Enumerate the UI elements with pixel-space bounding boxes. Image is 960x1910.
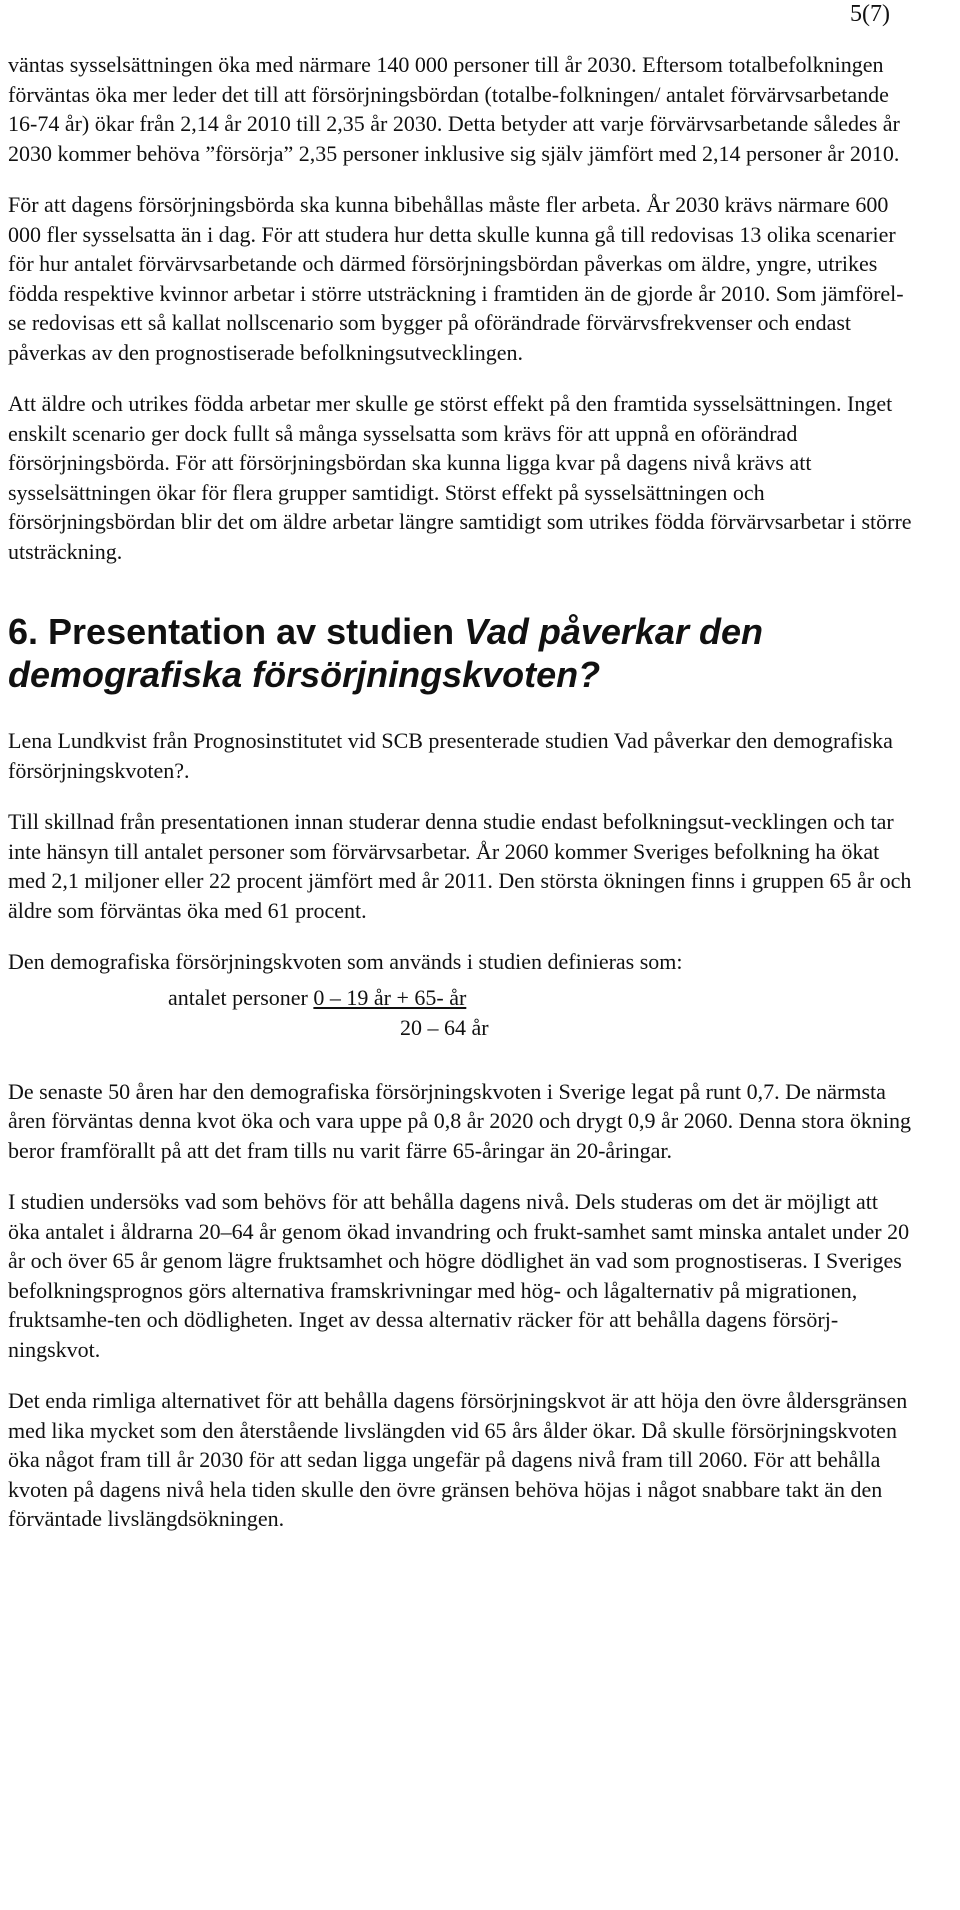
- paragraph-population-growth: Till skillnad från presentationen innan studerar denna studie endast befolkningsut-vecklingen och tar inte hänsyn till antalet personer som förvärvsarbetar. År 2060 kommer Sveriges befolkning ha ökat med 2,1 miljoner eller 22 procent jämfört med år 2011. Den största ökningen finns i gruppen 65 år och äldre som förväntas öka med 61 procent.: [8, 809, 912, 923]
- page-number: 5(7): [850, 1, 890, 27]
- section-heading: [8, 610, 913, 696]
- formula-denominator: 20 – 64 år: [400, 1014, 489, 1040]
- paragraph-presenter: Lena Lundkvist från Prognosinstitutet vid SCB presenterade studien Vad påverkar den demografiska försörjningskvoten?.: [8, 728, 893, 783]
- section-title-prefix: 6. Presentation av studien: [8, 611, 465, 652]
- paragraph-burden-maintenance: För att dagens försörjningsbörda ska kunna bibehållas måste fler arbeta. År 2030 krävs närmare 600 000 fler sysselsatta än i dag. För att studera hur detta skulle kunna gå till redovisas 13 olika scenarier för hur antalet förvärvsarbetande och därmed försörjningsbördan påverkas om äldre, yngre, utrikes födda respektive kvinnor arbetar i större utsträckning i framtiden än de gjorde år 2010. Som jämförel-se redovisas ett så kallat nollscenario som bygger på oförändrade förvärvsfrekvenser och endast påverkas av den prognostiserade befolkningsutvecklingen.: [8, 192, 904, 365]
- section-title-italic: Vad påverkar den demografiska försörjningskvoten?: [8, 611, 763, 695]
- paragraph-ratio-history: De senaste 50 åren har den demografiska försörjningskvoten i Sverige legat på runt 0,7. De närmsta åren förväntas denna kvot öka och vara uppe på 0,8 år 2020 och drygt 0,9 år 2060. Denna stora ökning beror framförallt på att det fram tills nu varit färre 65-åringar än 20-åringar.: [8, 1078, 911, 1163]
- paragraph-study-alternatives: I studien undersöks vad som behövs för att behålla dagens nivå. Dels studeras om det är möjligt att öka antalet i åldrarna 20–64 år genom ökad invandring och frukt-samhet samt minska antalet under 20 år och över 65 år genom lägre fruktsamhet och högre dödlighet än vad som prognostiseras. I Sveriges befolkningsprognos görs alternativa framskrivningar med hög- och lågalternativ på migrationen, fruktsamhe-ten och dödligheten. Inget av dessa alternativ räcker för att behålla dagens försörj-ningskvot.: [8, 1189, 910, 1362]
- section-title: [8, 610, 913, 696]
- paragraph-definition-intro: Den demografiska försörjningskvoten som används i studien definieras som:: [8, 949, 683, 974]
- ratio-formula: [8, 983, 913, 1043]
- formula-numerator-row: [8, 983, 913, 1013]
- document-body: [8, 50, 913, 1534]
- paragraph-scenario-effects: Att äldre och utrikes födda arbetar mer skulle ge störst effekt på den framtida sysselsättningen. Inget enskilt scenario ger dock fullt så många sysselsatta som krävs för att uppnå en oförändrad försörjningsbörda. För att försörjningsbördan ska kunna ligga kvar på dagens nivå krävs att sysselsättningen ökar för flera grupper samtidigt. Störst effekt på sysselsättningen och försörjningsbördan blir det om äldre arbetar längre samtidigt som utrikes födda förvärvsarbetar i större utsträckning.: [8, 391, 912, 564]
- formula-label: antalet personer: [168, 984, 314, 1010]
- paragraph-retirement-age: Det enda rimliga alternativet för att behålla dagens försörjningskvot är att höja den övre åldersgränsen med lika mycket som den återstående livslängden vid 65 års ålder ökar. Då skulle försörjningskvoten öka något fram till år 2030 för att sedan ligga ungefär på dagens nivå fram till 2060. För att behålla kvoten på dagens nivå hela tiden skulle den övre gränsen behöva höjas i något snabbare takt än den förväntade livslängdsökningen.: [8, 1388, 908, 1531]
- paragraph-employment-forecast: väntas sysselsättningen öka med närmare 140 000 personer till år 2030. Eftersom totalbefolkningen förväntas öka mer leder det till att försörjningsbördan (totalbe-folkningen/ antalet förvärvsarbetande 16-74 år) ökar från 2,14 år 2010 till 2,35 år 2030. Detta betyder att varje förvärvsarbetande således år 2030 kommer behöva ”försörja” 2,35 personer inklusive sig själv jämfört med 2,14 personer år 2010.: [8, 52, 900, 166]
- formula-numerator: 0 – 19 år + 65- år: [313, 984, 467, 1010]
